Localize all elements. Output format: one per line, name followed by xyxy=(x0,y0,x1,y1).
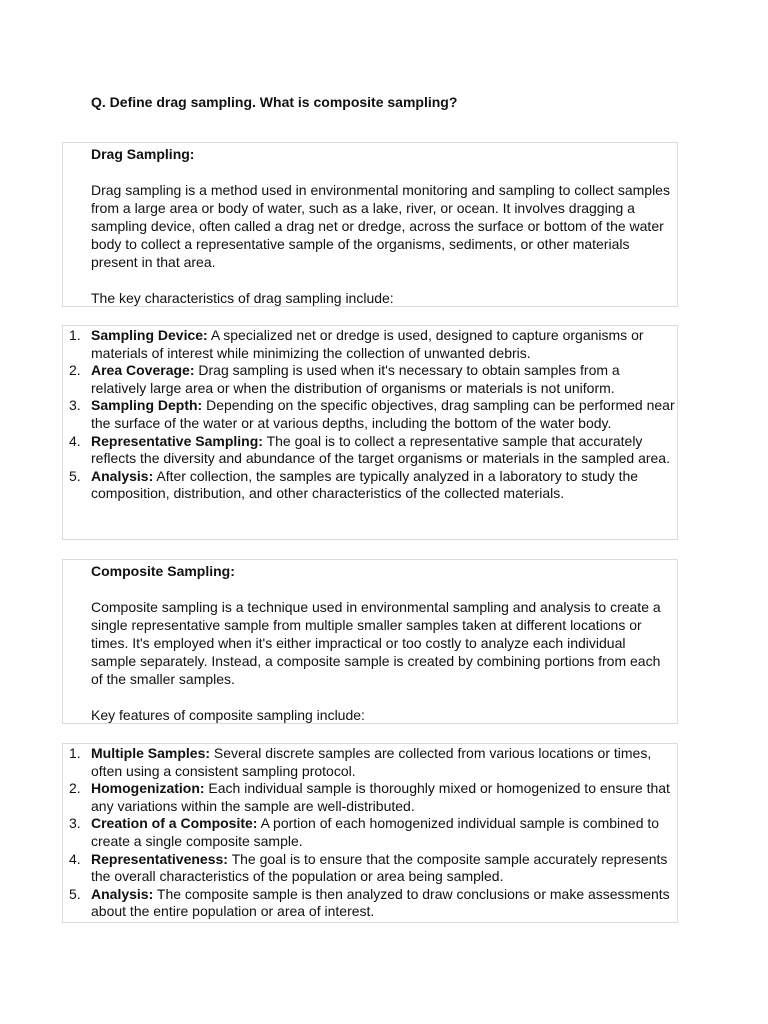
drag-sampling-list xyxy=(63,327,677,503)
list-text: Several discrete samples are collected from various locations or times, often using a consistent sampling protocol. xyxy=(91,745,652,779)
list-item xyxy=(63,397,677,432)
list-text: Each individual sample is thoroughly mixed or homogenized to ensure that any variations within the sample are well-distributed. xyxy=(91,780,670,814)
list-term: Area Coverage: xyxy=(91,362,195,379)
list-term: Analysis: xyxy=(91,885,154,902)
composite-sampling-section xyxy=(62,559,678,724)
list-number: 1. xyxy=(69,327,81,343)
list-term: Creation of a Composite: xyxy=(91,815,258,832)
list-number: 2. xyxy=(69,362,81,379)
list-item xyxy=(63,327,677,362)
list-number: 4. xyxy=(69,432,81,449)
list-term: Homogenization: xyxy=(91,780,205,797)
list-item xyxy=(63,433,677,468)
list-text: Drag sampling is used when it's necessary to obtain samples from a relatively large area or when the distribution of organisms or materials is not uniform. xyxy=(91,362,620,396)
drag-sampling-intro: The key characteristics of drag sampling include: xyxy=(91,290,394,306)
drag-sampling-heading: Drag Sampling: xyxy=(91,146,195,162)
composite-sampling-intro: Key features of composite sampling include: xyxy=(91,707,365,723)
list-item xyxy=(63,745,677,780)
list-number: 2. xyxy=(69,780,81,797)
list-text: The composite sample is then analyzed to draw conclusions or make assessments about the entire population or area of interest. xyxy=(91,885,670,920)
composite-sampling-heading: Composite Sampling: xyxy=(91,563,235,579)
drag-sampling-section xyxy=(62,142,678,307)
list-number: 1. xyxy=(69,745,81,761)
list-item xyxy=(63,815,677,850)
list-item xyxy=(63,780,677,815)
list-term: Sampling Depth: xyxy=(91,397,203,414)
list-term: Representative Sampling: xyxy=(91,432,263,449)
question-heading: Q. Define drag sampling. What is composite sampling? xyxy=(91,94,458,110)
list-term: Analysis: xyxy=(91,467,154,484)
list-term: Multiple Samples: xyxy=(91,745,211,761)
composite-sampling-list xyxy=(63,745,677,921)
list-number: 5. xyxy=(69,885,81,902)
list-number: 3. xyxy=(69,815,81,832)
list-number: 4. xyxy=(69,850,81,867)
list-number: 3. xyxy=(69,397,81,414)
list-number: 5. xyxy=(69,467,81,484)
list-item xyxy=(63,886,677,921)
list-term: Sampling Device: xyxy=(91,327,208,343)
drag-sampling-paragraph: Drag sampling is a method used in environmental monitoring and sampling to collect samples from a large area or body of water, such as a lake, river, or ocean. It involves dragging a sampling device, often called a drag net or dredge, across the surface or bottom of the water body to collect a representative sample of the organisms, sediments, or other materials present in that area. xyxy=(91,182,670,270)
list-text: A specialized net or dredge is used, designed to capture organisms or materials of interest while minimizing the collection of unwanted debris. xyxy=(91,327,644,361)
list-text: A portion of each homogenized individual sample is combined to create a single composite sample. xyxy=(91,815,660,849)
list-text: The goal is to collect a representative sample that accurately reflects the diversity and abundance of the target organisms or materials in the sampled area. xyxy=(91,432,670,467)
list-text: After collection, the samples are typically analyzed in a laboratory to study the composition, distribution, and other characteristics of the collected materials. xyxy=(91,467,639,502)
composite-sampling-paragraph: Composite sampling is a technique used in environmental sampling and analysis to create a single representative sample from multiple smaller samples taken at different locations or times. It's employed when it's either impractical or too costly to analyze each individual sample separately. Instead, a composite sample is created by combining portions from each of the smaller samples. xyxy=(91,599,661,687)
list-term: Representativeness: xyxy=(91,850,228,867)
composite-sampling-list-box xyxy=(62,743,678,923)
list-item xyxy=(63,851,677,886)
list-item xyxy=(63,468,677,503)
list-text: Depending on the specific objectives, drag sampling can be performed near the surface of the water or at various depths, including the bottom of the water body. xyxy=(91,397,675,431)
drag-sampling-list-box xyxy=(62,325,678,540)
list-item xyxy=(63,362,677,397)
list-text: The goal is to ensure that the composite sample accurately represents the overall characteristics of the population or area being sampled. xyxy=(91,850,668,885)
